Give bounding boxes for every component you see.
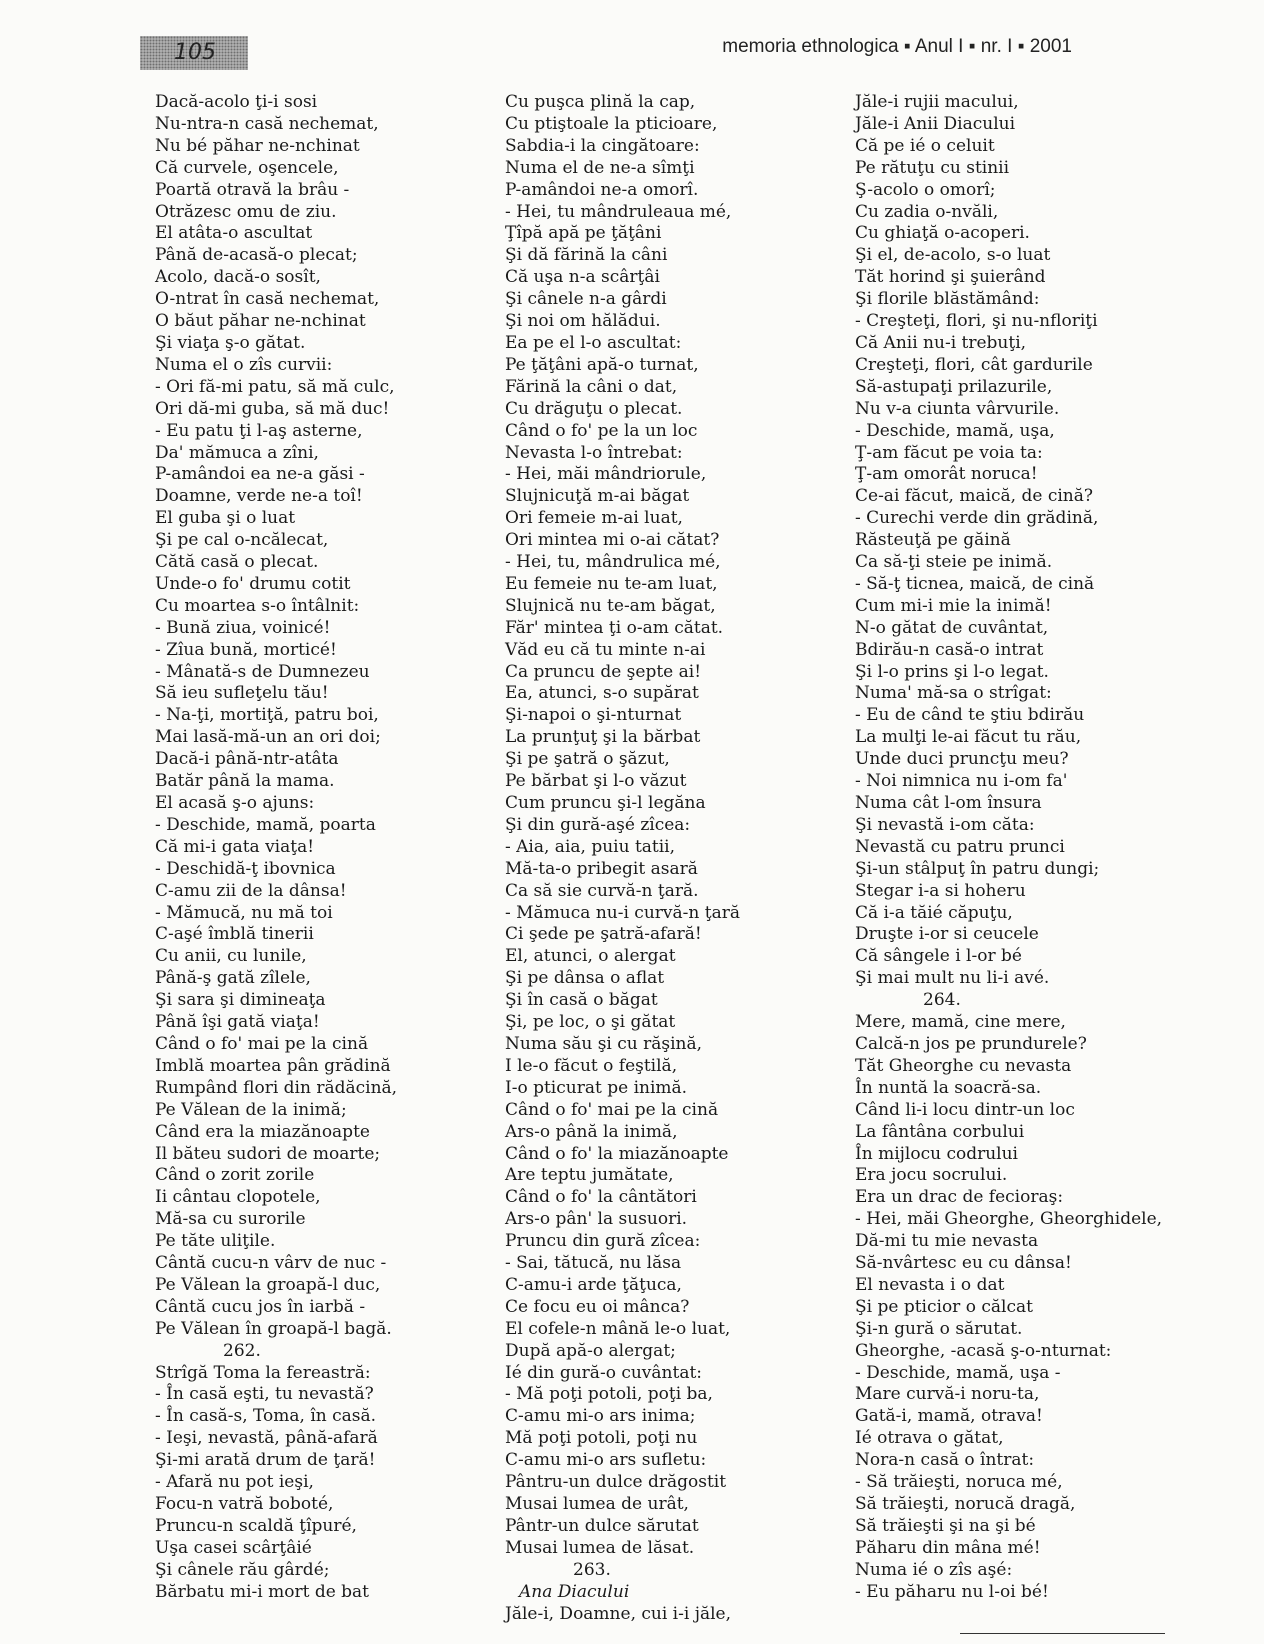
poem-line: Când era la miazănoapte bbox=[155, 1121, 370, 1142]
poem-line: Când li-i locu dintr-un loc bbox=[855, 1099, 1075, 1120]
poem-line: Ţîpă apă pe ţăţâni bbox=[505, 223, 662, 244]
poem-line: Ca să-ţi steie pe inimă. bbox=[855, 552, 1053, 573]
poem-line: Unde-o fo' drumu cotit bbox=[155, 573, 351, 594]
poem-number: 264. bbox=[923, 990, 961, 1011]
poem-line: Şi noi om hălădui. bbox=[505, 311, 661, 332]
poem-line: Când o fo' pe la un loc bbox=[505, 420, 698, 441]
poem-line: În nuntă la soacră-sa. bbox=[855, 1077, 1042, 1098]
poem-line: Uşa casei scârţâié bbox=[155, 1537, 312, 1558]
poem-line: - Hei, măi Gheorghe, Gheorghidele, bbox=[855, 1209, 1163, 1230]
poem-line: Şi cânele rău gârdé; bbox=[155, 1559, 330, 1580]
poem-line: Şi mai mult nu li-i avé. bbox=[855, 968, 1050, 989]
poem-line: Că curvele, oşencele, bbox=[155, 157, 339, 178]
poem-line: Ţ-am făcut pe voia ta: bbox=[855, 442, 1043, 463]
poem-line: Pe Vălean la groapă-l duc, bbox=[155, 1274, 381, 1295]
poem-line: Il băteu sudori de moarte; bbox=[155, 1143, 381, 1164]
poem-line: Până îşi gată viaţa! bbox=[155, 1012, 320, 1033]
poem-line: Că mi-i gata viaţa! bbox=[155, 836, 315, 857]
poem-line: Dacă-acolo ţi-i sosi bbox=[155, 92, 318, 112]
poem-line: Până de-acasă-o plecat; bbox=[155, 245, 358, 266]
poem-line: Cu puşca plină la cap, bbox=[505, 92, 696, 112]
poem-line: Cântă cucu-n vârv de nuc - bbox=[155, 1253, 387, 1274]
poem-line: Şi el, de-acolo, s-o luat bbox=[855, 245, 1051, 266]
poem-line: Să ieu sufleţelu tău! bbox=[155, 683, 329, 704]
poem-line: Să-astupaţi prilazurile, bbox=[855, 376, 1053, 397]
poem-line: C-amu mi-o ars inima; bbox=[505, 1406, 696, 1427]
poem-line: Musai lumea de lăsat. bbox=[505, 1537, 695, 1558]
poem-line: - Aia, aia, puiu tatii, bbox=[505, 836, 676, 857]
poem-line: Văd eu că tu minte n-ai bbox=[505, 639, 706, 660]
poem-line: - Mă poţi potoli, poţi ba, bbox=[505, 1384, 713, 1405]
poem-line: - Eu păharu nu l-oi bé! bbox=[855, 1581, 1049, 1602]
poem-line: Pe rătuţu cu stinii bbox=[855, 157, 1010, 178]
poem-line: La mulţi le-ai făcut tu rău, bbox=[855, 727, 1082, 748]
poem-line: Ars-o până la inimă, bbox=[505, 1121, 678, 1142]
poem-line: - Hei, tu mândruleaua mé, bbox=[505, 201, 732, 222]
poem-line: - În casă-s, Toma, în casă. bbox=[155, 1406, 377, 1427]
poem-line: - Mămuca nu-i curvă-n ţară bbox=[505, 902, 740, 923]
poem-line: Şi pe pticior o călcat bbox=[855, 1296, 1033, 1317]
poem-line: Nevastă cu patru prunci bbox=[855, 836, 1065, 857]
poem-line: Şi în casă o băgat bbox=[505, 990, 658, 1011]
poem-number: 262. bbox=[223, 1340, 261, 1361]
poem-line: Acolo, dacă-o sosît, bbox=[155, 267, 321, 288]
poem-line: Jăle-i Anii Diacului bbox=[855, 113, 1016, 134]
poem-line: Sabdia-i la cingătoare: bbox=[505, 135, 700, 156]
poem-line: - Ieşi, nevastă, până-afară bbox=[155, 1428, 378, 1449]
poem-line: Bărbatu mi-i mort de bat bbox=[155, 1581, 370, 1602]
poem-line: Cum mi-i mie la inimă! bbox=[855, 595, 1052, 616]
poem-line: Dă-mi tu mie nevasta bbox=[855, 1231, 1039, 1252]
poem-line: Musai lumea de urât, bbox=[505, 1494, 689, 1514]
poem-column-3 bbox=[855, 92, 1162, 1604]
poem-line: Jăle-i rujii macului, bbox=[855, 92, 1019, 112]
poem-number: 263. bbox=[573, 1559, 611, 1580]
poem-line: - Creşteţi, flori, şi nu-nfloriţi bbox=[855, 311, 1098, 332]
poem-column-2 bbox=[505, 92, 740, 1625]
poem-line: - Na-ţi, mortiţă, patru boi, bbox=[155, 705, 379, 726]
poem-line: Şi-n gură o sărutat. bbox=[855, 1318, 1023, 1339]
poem-line: Până-ş gată zîlele, bbox=[155, 968, 311, 989]
poem-line: C-amu zii de la dânsa! bbox=[155, 880, 347, 901]
poem-line: Calcă-n jos pe prundurele? bbox=[855, 1033, 1087, 1054]
poem-line: Să trăieşti, norucă dragă, bbox=[855, 1494, 1076, 1514]
poem-line: Şi din gură-aşé zîcea: bbox=[505, 814, 691, 835]
poem-line: Pe Vălean de la inimă; bbox=[155, 1099, 347, 1120]
poem-line: P-amândoi ne-a omorî. bbox=[505, 179, 699, 200]
poem-line: Slujnicuţă m-ai băgat bbox=[505, 486, 690, 507]
poem-line: Ii cântau clopotele, bbox=[155, 1187, 321, 1208]
poem-line: C-amu mi-o ars sufletu: bbox=[505, 1450, 707, 1471]
poem-line: - Deschidă-ţ ibovnica bbox=[155, 858, 336, 879]
poem-line: Că uşa n-a scârţâi bbox=[505, 267, 660, 288]
footer-rule bbox=[960, 1633, 1165, 1634]
poem-line: Pe Vălean în groapă-l bagă. bbox=[155, 1318, 392, 1339]
poem-line: Şi pe şatră o şăzut, bbox=[505, 749, 670, 770]
poem-line: - Mânată-s de Dumnezeu bbox=[155, 661, 370, 682]
poem-line: Şi, pe loc, o şi gătat bbox=[505, 1012, 676, 1033]
poem-line: Să-nvârtesc eu cu dânsa! bbox=[855, 1253, 1072, 1274]
poem-line: Cântă cucu jos în iarbă - bbox=[155, 1296, 366, 1317]
poem-line: Are teptu jumătate, bbox=[505, 1165, 674, 1186]
poem-line: Păharu din mâna mé! bbox=[855, 1537, 1041, 1558]
poem-line: Răsteuţă pe găină bbox=[855, 530, 1011, 551]
poem-line: Pântr-un dulce sărutat bbox=[505, 1515, 699, 1536]
poem-line: Numa' mă-sa o strîgat: bbox=[855, 683, 1052, 704]
poem-line: Şi sara şi dimineaţa bbox=[155, 990, 326, 1011]
poem-line: Ca să sie curvă-n ţară. bbox=[505, 880, 699, 901]
poem-line: Nu-ntra-n casă nechemat, bbox=[155, 113, 379, 134]
poem-line: - În casă eşti, tu nevastă? bbox=[155, 1384, 374, 1405]
poem-line: El acasă ş-o ajuns: bbox=[155, 793, 315, 813]
poem-line: Numa cât l-om însura bbox=[855, 793, 1042, 813]
poem-line: Nu bé păhar ne-nchinat bbox=[155, 135, 360, 156]
poem-line: Cu anii, cu lunile, bbox=[155, 946, 307, 967]
poem-line: Rumpând flori din rădăcină, bbox=[155, 1077, 398, 1098]
poem-line: - Să trăieşti, noruca mé, bbox=[855, 1472, 1063, 1493]
poem-line: Cu zadia o-nvăli, bbox=[855, 201, 999, 222]
poem-line: Ş-acolo o omorî; bbox=[855, 179, 996, 200]
poem-line: Numa său şi cu răşină, bbox=[505, 1033, 703, 1054]
poem-line: Slujnică nu te-am băgat, bbox=[505, 595, 716, 616]
poem-line: - Eu patu ţi l-aş asterne, bbox=[155, 420, 363, 441]
poem-line: - Noi nimnica nu i-om fa' bbox=[855, 771, 1068, 792]
poem-line: Pruncu-n scaldă ţîpuré, bbox=[155, 1515, 357, 1536]
poem-line: Şi pe dânsa o aflat bbox=[505, 968, 665, 989]
poem-line: Da' mămuca a zîni, bbox=[155, 442, 319, 463]
poem-line: Strîgă Toma la fereastră: bbox=[155, 1362, 371, 1383]
poem-line: Tăt horind şi şuierând bbox=[855, 267, 1046, 288]
poem-line: Focu-n vatră boboté, bbox=[155, 1494, 334, 1514]
poem-line: Cu moartea s-o întâlnit: bbox=[155, 595, 360, 616]
poem-line: Ce focu eu oi mânca? bbox=[505, 1296, 690, 1317]
poem-line: Eu femeie nu te-am luat, bbox=[505, 573, 718, 594]
poem-line: El guba şi o luat bbox=[155, 508, 296, 529]
poem-line: Făr' mintea ţi o-am cătat. bbox=[505, 617, 724, 638]
poem-line: Poartă otravă la brâu - bbox=[155, 179, 350, 200]
poem-line: În mijlocu codrului bbox=[855, 1143, 1018, 1164]
poem-line: Şi-napoi o şi-nturnat bbox=[505, 705, 682, 726]
poem-line: Cu drăguţu o plecat. bbox=[505, 398, 683, 419]
poem-line: - Zîua bună, morticé! bbox=[155, 639, 337, 660]
poem-line: Ea, atunci, s-o supărat bbox=[505, 683, 699, 704]
poem-line: Pe bărbat şi l-o văzut bbox=[505, 771, 687, 792]
poem-line: Bdirău-n casă-o intrat bbox=[855, 639, 1044, 660]
poem-line: Pruncu din gură zîcea: bbox=[505, 1231, 701, 1252]
poem-line: Numa el de ne-a sîmţi bbox=[505, 157, 695, 178]
poem-column-1 bbox=[155, 92, 397, 1604]
poem-line: Pe tăte uliţile. bbox=[155, 1231, 276, 1252]
poem-line: Mă-sa cu surorile bbox=[155, 1209, 306, 1230]
poem-line: Mă-ta-o pribegit asară bbox=[505, 858, 698, 879]
running-header: memoria ethnologica ▪ Anul I ▪ nr. I ▪ 2001 bbox=[722, 36, 1072, 57]
poem-line: C-aşé îmblă tinerii bbox=[155, 924, 314, 945]
poem-line: C-amu-i arde ţăţuca, bbox=[505, 1274, 682, 1295]
poem-line: Mare curvă-i noru-ta, bbox=[855, 1384, 1040, 1405]
poem-line: P-amândoi ea ne-a găsi - bbox=[155, 464, 365, 485]
poem-line: - Bună ziua, voinicé! bbox=[155, 617, 331, 638]
poem-line: Şi-mi arată drum de ţară! bbox=[155, 1450, 376, 1471]
poem-line: Ca pruncu de şepte ai! bbox=[505, 661, 702, 682]
poem-line: Ori mintea mi o-ai cătat? bbox=[505, 530, 720, 551]
poem-line: Mai lasă-mă-un an ori doi; bbox=[155, 727, 381, 748]
poem-line: Nu v-a ciunta vârvurile. bbox=[855, 398, 1060, 419]
poem-line: Gheorghe, -acasă ş-o-nturnat: bbox=[855, 1340, 1112, 1361]
poem-line: Nora-n casă o întrat: bbox=[855, 1450, 1035, 1471]
poem-line: O băut păhar ne-nchinat bbox=[155, 311, 366, 332]
poem-line: Gată-i, mamă, otrava! bbox=[855, 1406, 1043, 1427]
poem-line: Era jocu socrului. bbox=[855, 1165, 1008, 1186]
poem-line: Ié din gură-o cuvântat: bbox=[505, 1362, 703, 1383]
poem-line: Fărină la câni o dat, bbox=[505, 376, 678, 397]
poem-line: După apă-o alergat; bbox=[505, 1340, 676, 1361]
poem-line: Ţ-am omorât noruca! bbox=[855, 464, 1038, 485]
poem-line: Ori femeie m-ai luat, bbox=[505, 508, 683, 529]
poem-line: Imblă moartea pân grădină bbox=[155, 1055, 391, 1076]
poem-line: I le-o făcut o feştilă, bbox=[505, 1055, 678, 1076]
poem-line: Jăle-i, Doamne, cui i-i jăle, bbox=[505, 1603, 732, 1624]
poem-line: Pântru-un dulce drăgostit bbox=[505, 1472, 727, 1493]
poem-line: - Afară nu pot ieşi, bbox=[155, 1472, 314, 1493]
poem-line: O-ntrat în casă nechemat, bbox=[155, 289, 380, 310]
poem-line: Mă poţi potoli, poţi nu bbox=[505, 1428, 698, 1449]
poem-line: Când o zorit zorile bbox=[155, 1165, 315, 1186]
poem-line: Stegar i-a si hoheru bbox=[855, 880, 1026, 901]
poem-line: I-o pticurat pe inimă. bbox=[505, 1077, 688, 1098]
poem-line: Unde duci pruncţu meu? bbox=[855, 749, 1069, 770]
poem-line: - Hei, tu, mândrulica mé, bbox=[505, 552, 721, 573]
poem-line: Mere, mamă, cine mere, bbox=[855, 1012, 1066, 1033]
poem-line: - Eu de când te ştiu bdirău bbox=[855, 705, 1085, 726]
poem-line: El cofele-n mână le-o luat, bbox=[505, 1318, 731, 1339]
poem-line: Druşte i-or si ceucele bbox=[855, 924, 1039, 945]
poem-line: Otrăzesc omu de ziu. bbox=[155, 201, 337, 222]
poem-line: Şi nevastă i-om căta: bbox=[855, 814, 1035, 835]
poem-line: Cum pruncu şi-l legăna bbox=[505, 793, 706, 813]
poem-line: Era un drac de fecioraş: bbox=[855, 1187, 1064, 1208]
poem-line: - Sai, tătucă, nu lăsa bbox=[505, 1253, 682, 1274]
poem-line: Dacă-i până-ntr-atâta bbox=[155, 749, 339, 770]
poem-line: Ori dă-mi guba, să mă duc! bbox=[155, 398, 390, 419]
poem-line: Şi l-o prins şi l-o legat. bbox=[855, 661, 1049, 682]
poem-line: El atâta-o ascultat bbox=[155, 223, 313, 244]
poem-line: Cu ptiştoale la pticioare, bbox=[505, 113, 718, 134]
poem-line: Să trăieşti şi na şi bé bbox=[855, 1515, 1036, 1536]
poem-line: - Ori fă-mi patu, să mă culc, bbox=[155, 376, 395, 397]
poem-line: - Hei, măi mândriorule, bbox=[505, 464, 707, 485]
poem-line: Când o fo' la cântători bbox=[505, 1187, 697, 1208]
poem-line: Cu ghiaţă o-acoperi. bbox=[855, 223, 1030, 244]
poem-line: El, atunci, o alergat bbox=[505, 946, 676, 967]
poem-line: Când o fo' mai pe la cină bbox=[155, 1033, 369, 1054]
poem-line: Că i-a tăié căpuţu, bbox=[855, 902, 1013, 923]
poem-line: Când o fo' la miazănoapte bbox=[505, 1143, 729, 1164]
poem-line: - Să-ţ ticnea, maică, de cină bbox=[855, 573, 1095, 594]
poem-line: - Deschide, mamă, uşa - bbox=[855, 1362, 1061, 1383]
poem-line: Tăt Gheorghe cu nevasta bbox=[855, 1055, 1072, 1076]
poem-line: Ci şede pe şatră-afară! bbox=[505, 924, 702, 945]
poem-line: Ars-o pân' la susuori. bbox=[505, 1209, 688, 1230]
poem-line: Că pe ié o celuit bbox=[855, 135, 995, 156]
poem-line: Şi dă fărină la câni bbox=[505, 245, 668, 266]
poem-line: Pe ţăţâni apă-o turnat, bbox=[505, 354, 699, 375]
poem-line: Şi cânele n-a gârdi bbox=[505, 289, 667, 310]
poem-line: - Deschide, mamă, uşa, bbox=[855, 420, 1055, 441]
poem-line: Numa el o zîs curvii: bbox=[155, 354, 333, 375]
poem-line: Că sângele i l-or bé bbox=[855, 946, 1022, 967]
poem-line: El nevasta i o dat bbox=[855, 1274, 1005, 1295]
poem-line: Că Anii nu-i trebuţi, bbox=[855, 332, 1027, 353]
poem-line: Numa ié o zîs aşé: bbox=[855, 1559, 1013, 1580]
poem-line: Doamne, verde ne-a toî! bbox=[155, 486, 363, 507]
poem-line: Ié otrava o gătat, bbox=[855, 1428, 1004, 1449]
poem-line: Ea pe el l-o ascultat: bbox=[505, 332, 682, 353]
poem-line: Batăr până la mama. bbox=[155, 771, 335, 792]
poem-line: Creşteţi, flori, cât gardurile bbox=[855, 354, 1093, 375]
poem-line: Şi viaţa ş-o gătat. bbox=[155, 332, 306, 353]
poem-line: Şi pe cal o-ncălecat, bbox=[155, 530, 329, 551]
poem-line: Ce-ai făcut, maică, de cină? bbox=[855, 486, 1093, 507]
poem-line: Şi-un stâlpuţ în patru dungi; bbox=[855, 858, 1100, 879]
poem-line: N-o gătat de cuvântat, bbox=[855, 617, 1049, 638]
poem-line: La fântâna corbului bbox=[855, 1121, 1025, 1142]
poem-line: - Mămucă, nu mă toi bbox=[155, 902, 333, 923]
poem-line: Cătă casă o plecat. bbox=[155, 552, 319, 573]
poem-line: Când o fo' mai pe la cină bbox=[505, 1099, 719, 1120]
page-number: 105 bbox=[140, 36, 248, 70]
poem-line: Şi florile blăstămând: bbox=[855, 289, 1040, 310]
poem-title: Ana Diacului bbox=[519, 1581, 630, 1602]
poem-line: Nevasta l-o întrebat: bbox=[505, 442, 683, 463]
poem-line: - Curechi verde din grădină, bbox=[855, 508, 1099, 529]
poem-line: - Deschide, mamă, poarta bbox=[155, 814, 376, 835]
poem-line: La prunţuţ şi la bărbat bbox=[505, 727, 701, 748]
